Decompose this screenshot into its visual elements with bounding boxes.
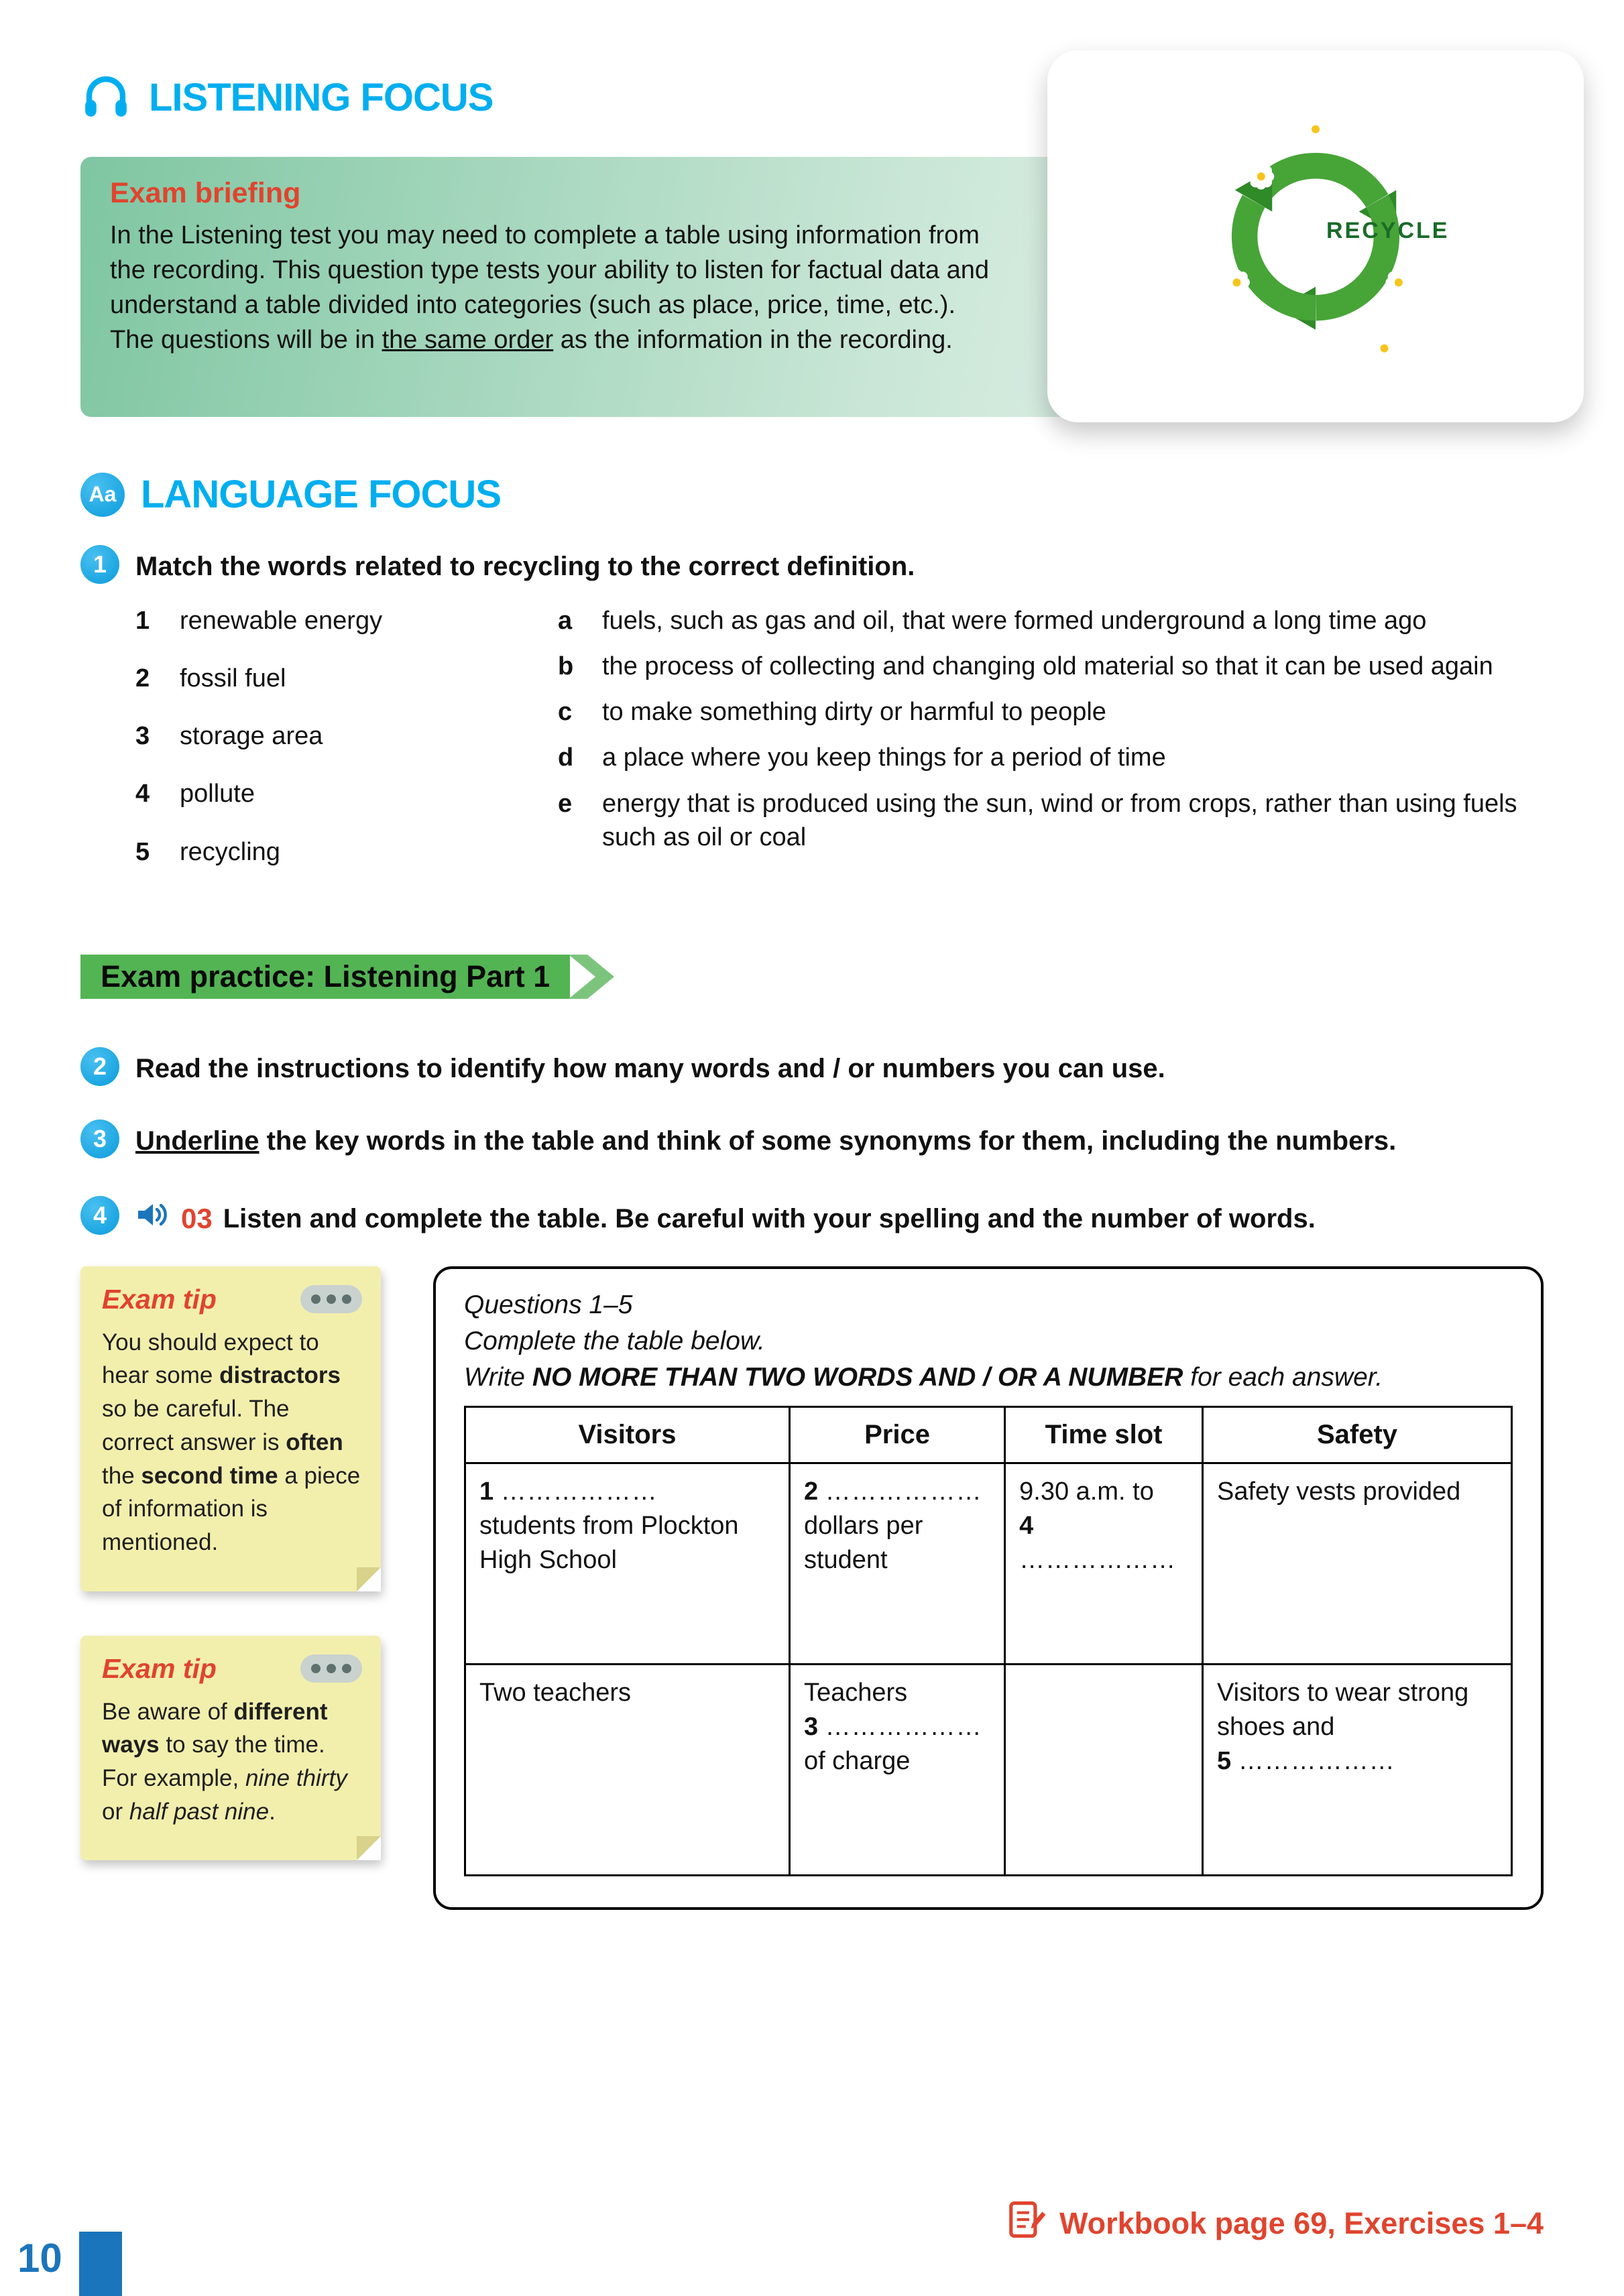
exercise-1 bbox=[80, 545, 1544, 584]
table-cell-q2: 2 ……………… dollars per student bbox=[789, 1463, 1004, 1664]
listening-table bbox=[464, 1406, 1513, 1876]
aa-icon: Aa bbox=[80, 473, 125, 517]
exercise-number-badge: 3 bbox=[80, 1120, 119, 1158]
definition-item: d a place where you keep things for a period of time bbox=[558, 743, 1166, 772]
table-instruction: Complete the table below. bbox=[464, 1326, 765, 1355]
recycle-label: RECYCLE bbox=[1326, 217, 1450, 243]
page-number: 10 bbox=[17, 2236, 62, 2281]
exercise-4 bbox=[80, 1196, 1544, 1238]
word-limit-instruction: Write NO MORE THAN TWO WORDS AND / OR A NUMBER for each answer. bbox=[464, 1362, 1383, 1392]
workbook-icon bbox=[1006, 2199, 1047, 2248]
exam-tips-column bbox=[80, 1266, 381, 1861]
exam-tip-1-body: You should expect to hear some distractors so be careful. The correct answer is often the second time a piece of information is mentioned. bbox=[102, 1329, 361, 1555]
table-cell-q4: 9.30 a.m. to 4 ……………… bbox=[1005, 1463, 1203, 1664]
table-row bbox=[465, 1664, 1512, 1875]
exam-tip-2-body: Be aware of different ways to say the time. For example, nine thirty or half past nine. bbox=[102, 1698, 347, 1825]
definition-item: c to make something dirty or harmful to people bbox=[558, 698, 1106, 727]
exam-briefing-title: Exam briefing bbox=[110, 177, 301, 209]
term-item: 4 pollute bbox=[135, 780, 255, 808]
column-header-safety: Safety bbox=[1202, 1406, 1511, 1463]
listening-questions-box bbox=[433, 1266, 1544, 1910]
table-header-row bbox=[465, 1406, 1512, 1463]
answer-blank: ……………… bbox=[500, 1477, 658, 1506]
terms-column bbox=[135, 604, 558, 893]
recycle-illustration-card bbox=[1047, 50, 1584, 422]
exam-tip-title: Exam tip bbox=[102, 1283, 217, 1315]
definition-item: b the process of collecting and changing old material so that it can be used again bbox=[558, 652, 1493, 681]
exercise-2 bbox=[80, 1047, 1544, 1086]
answer-blank: ……………… bbox=[1019, 1546, 1177, 1575]
column-header-time-slot: Time slot bbox=[1005, 1406, 1203, 1463]
table-cell-q3: Teachers 3 ……………… of charge bbox=[789, 1664, 1004, 1875]
table-cell-empty bbox=[1005, 1664, 1203, 1875]
term-item: 3 storage area bbox=[135, 722, 323, 751]
definitions-column bbox=[558, 604, 1544, 893]
table-cell-visitors-2: Two teachers bbox=[465, 1664, 790, 1875]
exercise-2-instruction: Read the instructions to identify how many words and / or numbers you can use. bbox=[135, 1053, 1165, 1083]
banner-chevron-icon bbox=[567, 955, 618, 999]
underlined-phrase: the same order bbox=[382, 326, 554, 355]
table-cell-safety-1: Safety vests provided bbox=[1202, 1463, 1511, 1664]
table-row bbox=[465, 1463, 1512, 1664]
exercise-4-instruction: 03 Listen and complete the table. Be careful with your spelling and the number of words. bbox=[135, 1196, 1316, 1238]
exercise-1-instruction: Match the words related to recycling to the correct definition. bbox=[135, 552, 915, 581]
listening-focus-title: LISTENING FOCUS bbox=[149, 76, 494, 119]
workbook-reference bbox=[1006, 2199, 1544, 2248]
questions-range-label: Questions 1–5 bbox=[464, 1290, 633, 1319]
answer-blank: ……………… bbox=[825, 1477, 982, 1506]
exam-tip-1 bbox=[80, 1266, 381, 1591]
speaker-icon bbox=[135, 1200, 170, 1238]
exercise-number-badge: 4 bbox=[80, 1196, 119, 1235]
table-cell-q1: 1 ……………… students from Plockton High School bbox=[465, 1463, 790, 1664]
term-item: 5 recycling bbox=[135, 837, 280, 866]
exercise-3-instruction: Underline the key words in the table and think of some synonyms for them, including the numbers. bbox=[135, 1126, 1397, 1156]
column-header-visitors: Visitors bbox=[465, 1406, 790, 1463]
table-cell-q5: Visitors to wear strong shoes and 5 ……………… bbox=[1202, 1664, 1511, 1875]
exam-tip-2 bbox=[80, 1636, 381, 1861]
workbook-reference-text: Workbook page 69, Exercises 1–4 bbox=[1059, 2206, 1544, 2240]
exam-tip-title: Exam tip bbox=[102, 1652, 217, 1684]
answer-blank: ……………… bbox=[825, 1713, 982, 1742]
exercise-3 bbox=[80, 1120, 1544, 1158]
language-focus-heading bbox=[80, 472, 1544, 517]
headphones-icon bbox=[80, 70, 131, 125]
exercise-number-badge: 2 bbox=[80, 1047, 119, 1086]
term-item: 2 fossil fuel bbox=[135, 664, 286, 693]
definition-item: a fuels, such as gas and oil, that were formed underground a long time ago bbox=[558, 607, 1427, 635]
column-header-price: Price bbox=[789, 1406, 1004, 1463]
exam-practice-banner bbox=[80, 955, 1544, 999]
definition-item: e energy that is produced using the sun, wind or from crops, rather than using fuels such as oil or coal bbox=[558, 789, 1517, 851]
audio-track-number: 03 bbox=[181, 1202, 213, 1234]
term-item: 1 renewable energy bbox=[135, 607, 383, 635]
language-focus-title: LANGUAGE FOCUS bbox=[141, 473, 501, 516]
page-corner-tab bbox=[79, 2232, 122, 2296]
exercise-number-badge: 1 bbox=[80, 545, 119, 584]
bottom-area bbox=[80, 1266, 1544, 1910]
exam-briefing-body: In the Listening test you may need to complete a table using information from the recording. This question type tests your ability to listen for factual data and understand a table divided into categories (such as place, price, time, etc.). The questions will be in the same order as the information in the recording. bbox=[110, 221, 990, 355]
answer-blank: ……………… bbox=[1238, 1747, 1395, 1776]
dots-badge-icon bbox=[300, 1654, 362, 1683]
exam-practice-title: Exam practice: Listening Part 1 bbox=[101, 959, 550, 993]
matching-exercise bbox=[80, 604, 1544, 893]
dots-badge-icon bbox=[300, 1285, 362, 1313]
